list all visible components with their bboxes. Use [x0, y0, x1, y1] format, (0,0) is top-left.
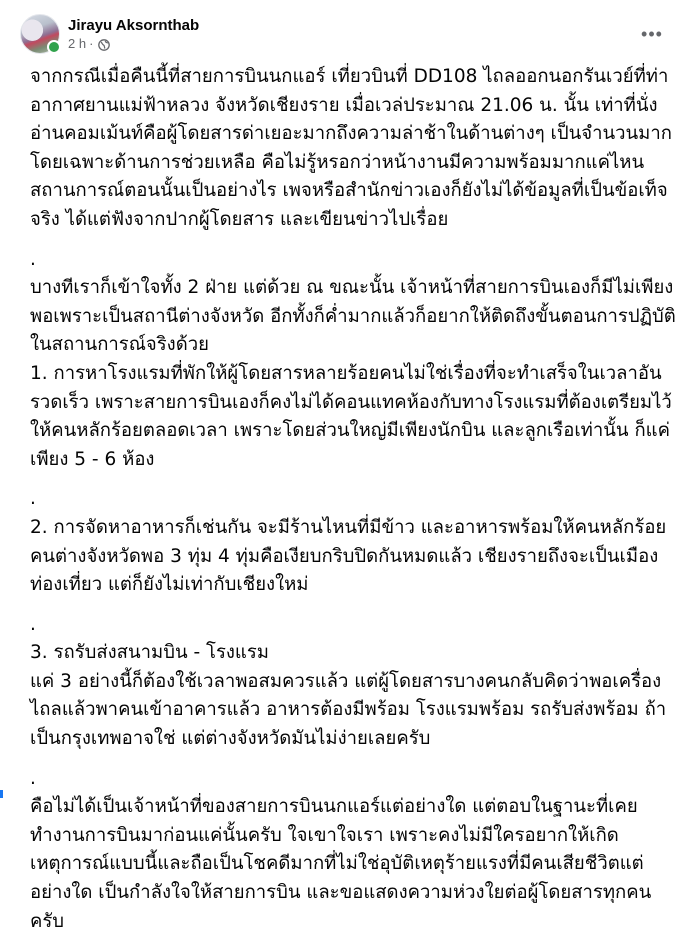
post-list-item: 1. การหาโรงแรมที่พักให้ผู้โดยสารหลายร้อยคนไม่ใช่เรื่องที่จะทำเสร็จในเวลาอันรวดเร็ว เพราะสายการบินเองก็คงไม่ได้คอนแทคห้องกับทางโรงแรมที่ต้องเตรียมไว้ให้คนหลักร้อยตลอดเวลา เพราะโดยส่วนใหญ่มีเพียงนักบิน และลูกเรือเท่านั้น ก็แค่เพียง 5 - 6 ห้อง [30, 362, 672, 470]
left-accent-bar [0, 790, 3, 798]
post-timestamp[interactable]: 2 h [68, 36, 87, 51]
post-separator-dot: . [30, 248, 36, 270]
meta-separator: · [89, 36, 94, 51]
post-paragraph: บางทีเราก็เข้าใจทั้ง 2 ฝ่าย แต่ด้วย ณ ขณะนั้น เจ้าหน้าที่สายการบินเองก็มีไม่เพียงพอเพราะเป็นสถานีต่างจังหวัด อีกทั้งก็ค่ำมากแล้วก็อยากให้ติดถึงขั้นตอนการปฏิบัติในสถานการณ์จริงด้วย [30, 277, 676, 356]
post-list-item: 2. การจัดหาอาหารก็เช่นกัน จะมีร้านไหนที่มีข้าว และอาหารพร้อมให้คนหลักร้อยคนต่างจังหวัดพอ 3 ทุ่ม 4 ทุ่มคือเงียบกริบปิดกันหมดแล้ว เชียงรายถึงจะเป็นเมืองท่องเที่ยว แต่ก็ยังไม่เท่ากับเชียงใหม่ [30, 516, 667, 596]
more-options-icon: ••• [641, 23, 663, 44]
author-name[interactable]: Jirayu Aksornthab [68, 17, 200, 34]
post-sub-meta [68, 35, 199, 52]
post-paragraph: แค่ 3 อย่างนี้ก็ต้องใช้เวลาพอสมควรแล้ว แต่ผู้โดยสารบางคนกลับคิดว่าพอเครื่องไถลแล้วพาคนเข้าอาคารแล้ว อาหารต้องมีพร้อม โรงแรมพร้อม รถรับส่งพร้อม ถ้าเป็นกรุงเทพอาจใช่ แต่ต่างจังหวัดมันไม่ง่ายเลยครับ [30, 670, 667, 750]
post-list-item: 3. รถรับส่งสนามบิน - โรงแรม [30, 642, 269, 664]
post-separator-dot: . [30, 767, 36, 789]
post-paragraph: คือไม่ได้เป็นเจ้าหน้าที่ของสายการบินนกแอร์แต่อย่างใด แต่ตอบในฐานะที่เคยทำงานการบินมาก่อนแค่นั้นครับ ใจเขาใจเรา เพราะคงไม่มีใครอยากให้เกิดเหตุการณ์แบบนี้และถือเป็นโชคดีมากที่ไม่ใช่อุบัติเหตุร้ายแรงที่มีคนเสียชีวิตแต่อย่างใด เป็นกำลังใจให้สายการบิน และขอแสดงความห่วงใยต่อผู้โดยสารทุกคนครับ [30, 796, 652, 932]
post-header [20, 12, 680, 56]
post-body [30, 63, 682, 936]
post-separator-dot: . [30, 488, 36, 510]
online-status-dot [47, 40, 61, 54]
post-paragraph: จากกรณีเมื่อคืนนี้ที่สายการบินนกแอร์ เที่ยวบินที่ DD108 ไถลออกนอกรันเวย์ที่ท่าอากาศยานแม่ฟ้าหลวง จังหวัดเชียงราย เมื่อเวล่ประมาณ 21.06 น. นั้น เท่าที่นั่งอ่านคอมเม้นท์คือผู้โดยสารด่าเยอะมากถึงความล่าช้าในด้านต่างๆ เป็นจำนวนมาก โดยเฉพาะด้านการช่วยเหลือ คือไม่รู้หรอกว่าหน้างานมีความพร้อมมากแค่ไหน สถานการณ์ตอนนั้นเป็นอย่างไร เพจหรือสำนักข่าวเองก็ยังไม่ได้ข้อมูลที่เป็นข้อเท็จจริง ได้แต่ฟังจากปากผู้โดยสาร และเขียนข่าวไปเรื่อย [30, 66, 678, 230]
globe-icon[interactable] [98, 38, 110, 50]
avatar[interactable] [20, 14, 60, 54]
post-separator-dot: . [30, 613, 36, 635]
post-meta [68, 16, 199, 52]
more-options-button[interactable] [636, 18, 668, 50]
